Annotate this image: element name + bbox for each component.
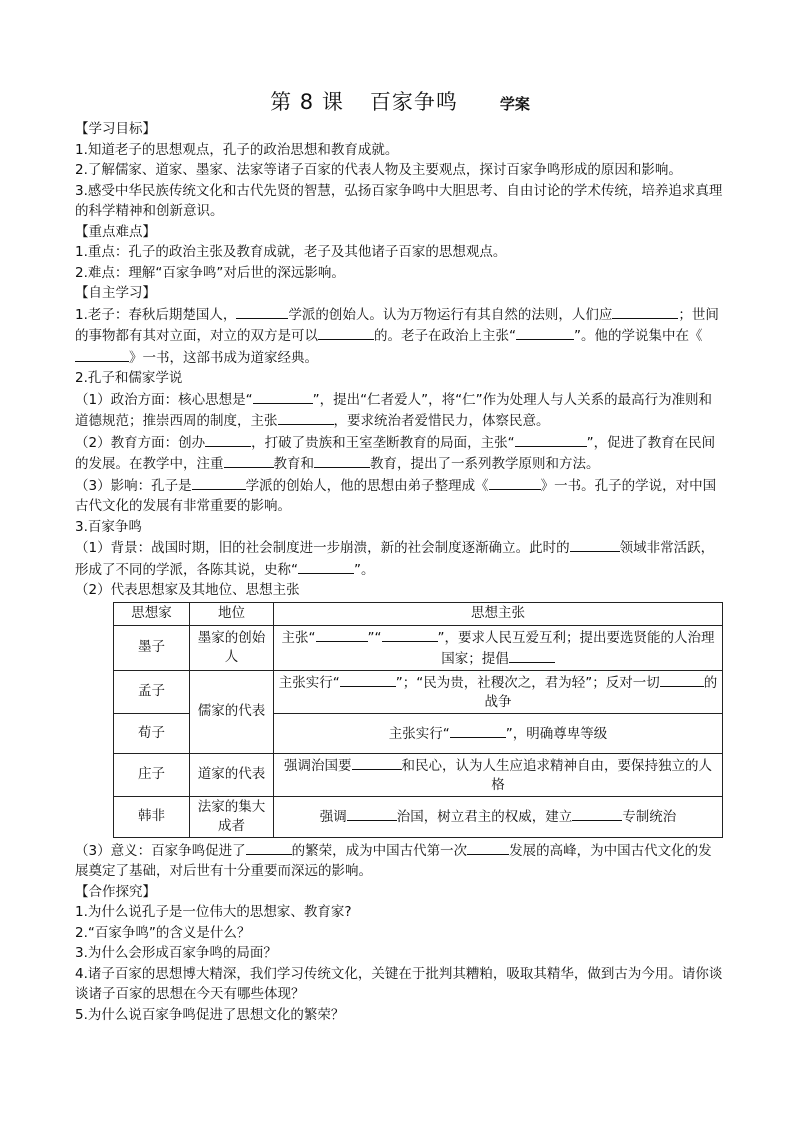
self-study-heading: 【自主学习】 [75, 285, 156, 301]
goal-item: 3.感受中华民族传统文化和古代先贤的智慧，弘扬百家争鸣中大胆思考、自由讨论的学术传统，培养追求真理的科学精神和创新意识。 [75, 182, 723, 219]
worksheet-body [75, 119, 725, 1025]
fill-blank[interactable] [450, 723, 506, 738]
fill-blank[interactable] [660, 672, 704, 687]
confucius-politics: （1）政治方面：核心思想是“ ”，提出“仁者爱人”，将“仁”作为处理人与人关系的最高行为准则和道德规范；推崇西周的制度，主张 ，要求统治者爱惜民力，体察民意。 [75, 389, 725, 432]
goal-item: 1.知道老子的思想观点，孔子的政治思想和教育成就。 [75, 141, 399, 158]
fill-blank[interactable] [352, 755, 402, 770]
fill-blank[interactable] [253, 389, 313, 404]
fill-blank[interactable] [467, 840, 509, 855]
table-row [114, 753, 723, 796]
fill-blank[interactable] [489, 475, 541, 490]
hundred-significance: （3）意义：百家争鸣促进了 的繁荣，成为中国古代第一次 发展的高峰，为中国古代文化的发展奠定了基础，对后世有十分重要而深远的影响。 [75, 840, 725, 882]
thinker-name: 墨子 [114, 625, 190, 670]
fill-blank[interactable] [340, 672, 396, 687]
question-item: 5.为什么说百家争鸣促进了思想文化的繁荣？ [75, 1006, 345, 1023]
table-heading: （2）代表思想家及其地位、思想主张 [75, 582, 300, 598]
fill-blank[interactable] [515, 432, 587, 447]
fill-blank[interactable] [314, 453, 370, 468]
fill-blank[interactable] [509, 648, 555, 663]
keypoint-item: 1.重点：孔子的政治主张及教育成就，老子及其他诸子百家的思想观点。 [75, 244, 507, 260]
fill-blank[interactable] [316, 627, 368, 642]
fill-blank[interactable] [236, 304, 288, 319]
thinker-status: 儒家的代表 [190, 670, 274, 753]
question-item: 3.为什么会形成百家争鸣的局面？ [75, 945, 277, 961]
thinker-name: 荀子 [114, 713, 190, 753]
fill-blank[interactable] [612, 304, 678, 319]
thinkers-table [113, 602, 723, 838]
thinker-ideas: 主张实行“ ”；“民为贵，社稷次之，君为轻”；反对一切 的战争 [274, 670, 723, 713]
thinker-ideas: 主张“ ”“ ”，要求人民互爱互利；提出要选贤能的人治理国家；提倡 [274, 625, 723, 670]
fill-blank[interactable] [382, 627, 438, 642]
lesson-topic: 百家争鸣 [369, 90, 458, 114]
thinker-ideas: 强调 治国，树立君主的权威，建立 专制统治 [274, 796, 723, 837]
thinker-name: 庄子 [114, 753, 190, 796]
fill-blank[interactable] [224, 453, 274, 468]
fill-blank[interactable] [516, 325, 574, 340]
thinker-name: 韩非 [114, 796, 190, 837]
col-header: 思想家 [114, 602, 190, 625]
question-item: 1.为什么说孔子是一位伟大的思想家、教育家? [75, 904, 352, 920]
goal-item: 2.了解儒家、道家、墨家、法家等诸子百家的代表人物及主要观点，探讨百家争鸣形成的原因和影响。 [75, 162, 682, 178]
fill-blank[interactable] [192, 475, 246, 490]
fill-blank[interactable] [570, 537, 620, 552]
keypoint-item: 2.难点：理解“百家争鸣”对后世的深远影响。 [75, 264, 345, 281]
question-item: 4.诸子百家的思想博大精深，我们学习传统文化，关键在于批判其糟粕，吸取其精华，做到古为今用。请你谈谈诸子百家的思想在今天有哪些体现？ [75, 965, 723, 1002]
col-header: 地位 [190, 602, 274, 625]
keypoints-heading: 【重点难点】 [75, 223, 156, 240]
thinker-ideas: 主张实行“ ”，明确尊卑等级 [274, 713, 723, 753]
confucius-education: （2）教育方面：创办 ，打破了贵族和王室垄断教育的局面，主张“ ”，促进了教育在民间的发展。在教学中，注重 教育和 教育，提出了一系列教学原则和方法。 [75, 432, 725, 475]
hundred-schools-heading: 3.百家争鸣 [75, 518, 142, 535]
question-item: 2.“百家争鸣”的含义是什么？ [75, 924, 251, 941]
fill-blank[interactable] [347, 806, 397, 821]
table-row [114, 796, 723, 837]
lesson-title [75, 86, 725, 116]
fill-blank[interactable] [246, 840, 292, 855]
fill-blank[interactable] [205, 432, 251, 447]
thinker-status: 墨家的创始人 [190, 625, 274, 670]
hundred-background: （1）背景：战国时期，旧的社会制度进一步崩溃，新的社会制度逐渐确立。此时的 领域非常活跃，形成了不同的学派，各陈其说，史称“ ”。 [75, 537, 725, 580]
lesson-subtitle: 学案 [499, 95, 530, 113]
thinker-status: 道家的代表 [190, 753, 274, 796]
confucius-influence: （3）影响：孔子是 学派的创始人，他的思想由弟子整理成《 》一书。孔子的学说，对中国古代文化的发展有非常重要的影响。 [75, 475, 725, 517]
table-row [114, 670, 723, 713]
cooperation-heading: 【合作探究】 [75, 883, 156, 900]
fill-blank[interactable] [318, 325, 374, 340]
fill-blank[interactable] [278, 410, 334, 425]
lesson-number: 第 8 课 [270, 90, 344, 114]
table-header-row [114, 602, 723, 625]
fill-blank[interactable] [75, 347, 129, 362]
table-row [114, 625, 723, 670]
thinker-status: 法家的集大成者 [190, 796, 274, 837]
laozi-paragraph: 1.老子：春秋后期楚国人， 学派的创始人。认为万物运行有其自然的法则，人们应 ；世间的事物都有其对立面，对立的双方是可以 的。老子在政治上主张“ ”。他的学说集中在《》一书，这部书成为道家经典。 [75, 304, 725, 369]
col-header: 思想主张 [274, 602, 723, 625]
fill-blank[interactable] [298, 559, 354, 574]
confucius-heading: 2.孔子和儒家学说 [75, 370, 183, 386]
goals-heading: 【学习目标】 [75, 121, 156, 137]
thinker-ideas: 强调治国要 和民心，认为人生应追求精神自由，要保持独立的人格 [274, 753, 723, 796]
fill-blank[interactable] [572, 806, 622, 821]
thinker-name: 孟子 [114, 670, 190, 713]
